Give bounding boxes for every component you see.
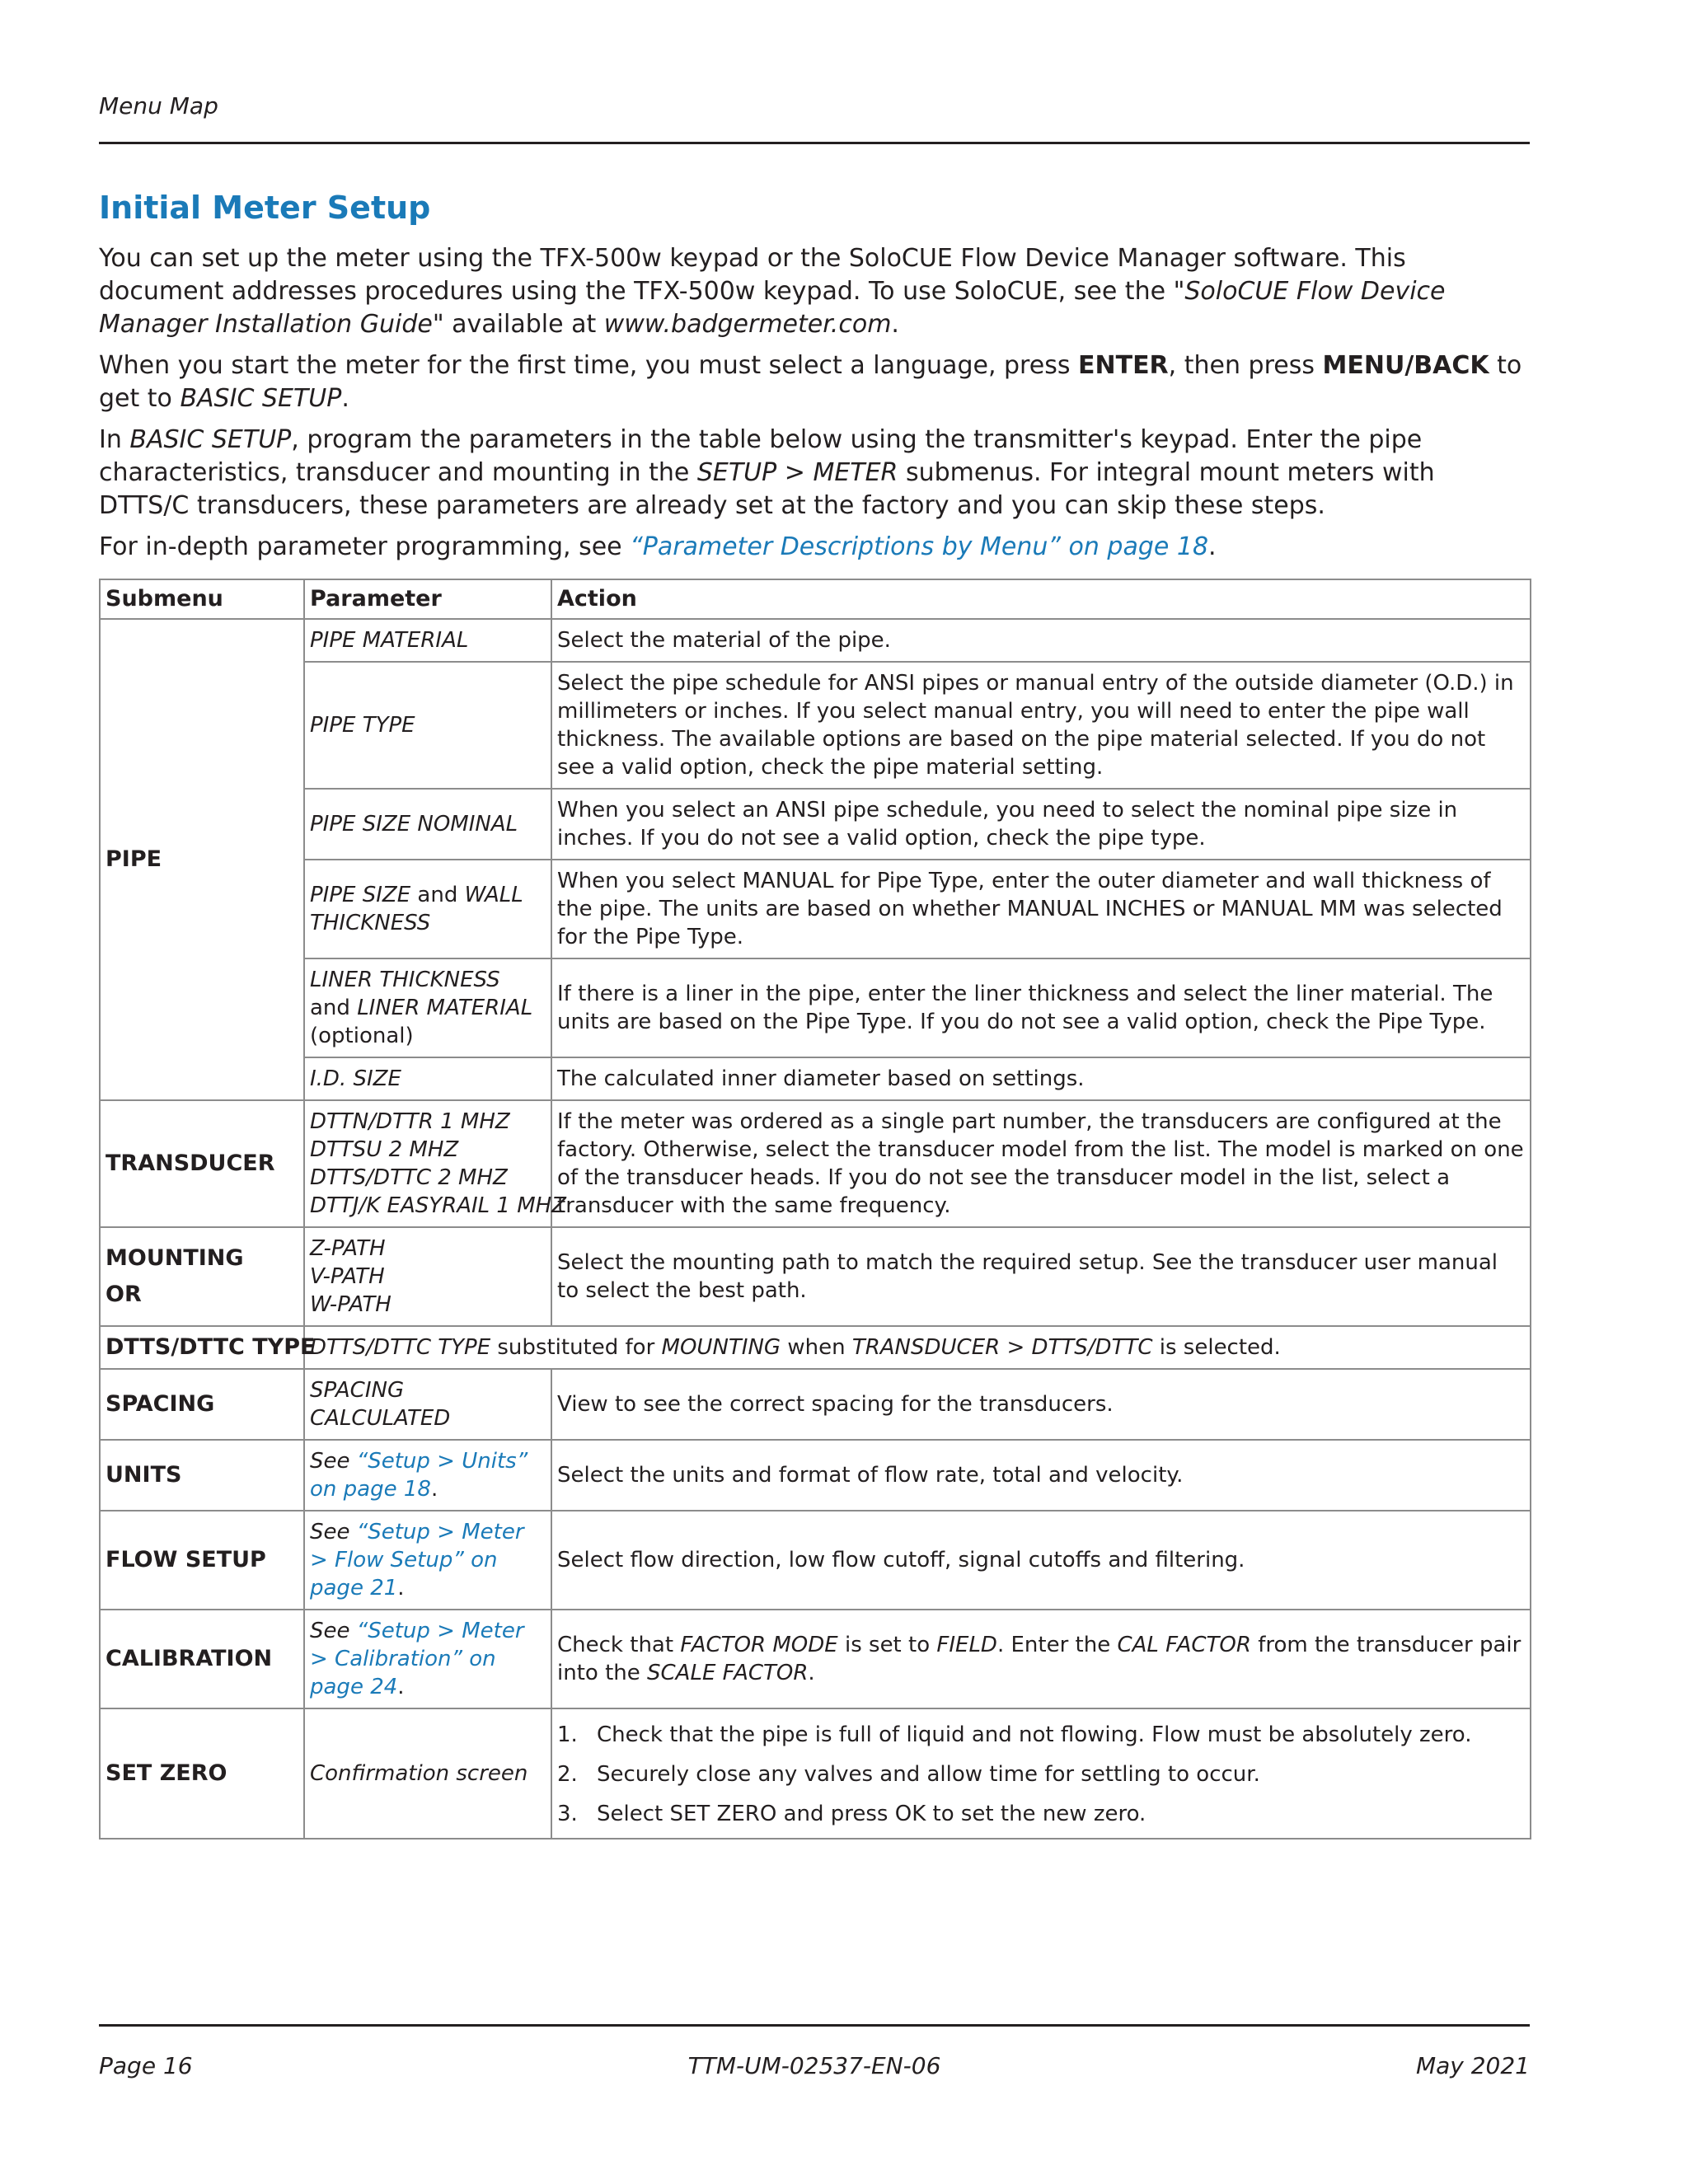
parameter-cell: PIPE TYPE — [304, 662, 551, 789]
action-cell: Select the mounting path to match the required setup. See the transducer user manual to select the best path. — [551, 1227, 1531, 1326]
setup-units-link[interactable]: “Setup > Units” on page 18 — [310, 1449, 528, 1502]
parameter-descriptions-link[interactable]: “Parameter Descriptions by Menu” on page 18 — [630, 532, 1209, 561]
footer-rule — [99, 2024, 1530, 2027]
column-header-submenu: Submenu — [100, 579, 304, 619]
table-row — [100, 619, 1531, 662]
action-cell: Check that FACTOR MODE is set to FIELD. Enter the CAL FACTOR from the transducer pair into the SCALE FACTOR. — [551, 1610, 1531, 1708]
table-row — [100, 662, 1531, 789]
parameter-cell: See “Setup > Meter > Flow Setup” on page 21. — [304, 1511, 551, 1610]
website-url: www.badgermeter.com — [603, 310, 892, 339]
set-zero-steps — [557, 1721, 1525, 1828]
column-header-parameter: Parameter — [304, 579, 551, 619]
action-cell: Select the pipe schedule for ANSI pipes or manual entry of the outside diameter (O.D.) in millimeters or inches. If you select manual entry, you will need to enter the pipe wall thickness. The available options are based on the pipe material selected. If you do not see a valid option, check the pipe material setting. — [551, 662, 1531, 789]
intro-paragraph-1: You can set up the meter using the TFX-500w keypad or the SoloCUE Flow Device Manager software. This document addresses procedures using the TFX-500w keypad. To use SoloCUE, see the "SoloCUE Flow Device Manager Installation Guide" available at www.badgermeter.com. — [99, 244, 1446, 339]
table-row — [100, 958, 1531, 1057]
list-item: 3. Select SET ZERO and press OK to set the new zero. — [557, 1802, 1146, 1826]
submenu-cell-units: UNITS — [100, 1440, 304, 1511]
flow-setup-link[interactable]: “Setup > Meter > Flow Setup” on page 21 — [310, 1520, 524, 1601]
intro-paragraph-3: In BASIC SETUP, program the parameters in the table below using the transmitter's keypad. Enter the pipe characteristics, transducer and mounting in the SETUP > METER submenus. For integral mount meters with DTTS/C transducers, these parameters are already set at the factory and you can skip these steps. — [99, 425, 1435, 520]
action-cell: Select flow direction, low flow cutoff, signal cutoffs and filtering. — [551, 1511, 1531, 1610]
parameter-cell: Confirmation screen — [304, 1708, 551, 1839]
submenu-cell-pipe: PIPE — [100, 619, 304, 1100]
submenu-cell-spacing: SPACING — [100, 1369, 304, 1440]
submenu-cell-transducer: TRANSDUCER — [100, 1100, 304, 1227]
section-title: Initial Meter Setup — [99, 190, 431, 226]
action-cell: When you select MANUAL for Pipe Type, enter the outer diameter and wall thickness of the pipe. The units are based on whether MANUAL INCHES or MANUAL MM was selected for the Pipe Type. — [551, 860, 1531, 958]
parameter-cell: SPACING CALCULATED — [304, 1369, 551, 1440]
dtts-dttc-note-cell: DTTS/DTTC TYPE substituted for MOUNTING when TRANSDUCER > DTTS/DTTC is selected. — [304, 1326, 1531, 1369]
submenu-cell-set-zero: SET ZERO — [100, 1708, 304, 1839]
action-cell: View to see the correct spacing for the transducers. — [551, 1369, 1531, 1440]
document-page — [99, 0, 1530, 2184]
action-cell: If the meter was ordered as a single part number, the transducers are configured at the factory. Otherwise, select the transducer model from the list. The model is marked on one of the transducer heads. If you do not see the transducer model in the list, select a transducer with the same frequency. — [551, 1100, 1531, 1227]
parameter-cell: PIPE SIZE NOMINAL — [304, 789, 551, 860]
table-header-row — [100, 579, 1531, 619]
action-cell — [551, 1708, 1531, 1839]
parameter-cell: PIPE MATERIAL — [304, 619, 551, 662]
header-rule — [99, 142, 1530, 144]
publication-date: May 2021 — [1415, 2052, 1530, 2079]
parameter-cell: DTTN/DTTR 1 MHZ DTTSU 2 MHZ DTTS/DTTC 2 MHZ DTTJ/K EASYRAIL 1 MHZ — [304, 1100, 551, 1227]
action-cell: The calculated inner diameter based on settings. — [551, 1057, 1531, 1100]
submenu-cell-calibration: CALIBRATION — [100, 1610, 304, 1708]
table-row — [100, 1057, 1531, 1100]
action-cell: If there is a liner in the pipe, enter the liner thickness and select the liner material. The units are based on the Pipe Type. If you do not see a valid option, check the Pipe Type. — [551, 958, 1531, 1057]
calibration-link[interactable]: “Setup > Meter > Calibration” on page 24 — [310, 1619, 524, 1699]
table-row — [100, 1100, 1531, 1227]
intro-paragraph-2: When you start the meter for the first time, you must select a language, press ENTER, then press MENU/BACK to get to BASIC SETUP. — [99, 351, 1522, 413]
table-row — [100, 1227, 1531, 1326]
table-row — [100, 1440, 1531, 1511]
list-item: 2. Securely close any valves and allow time for settling to occur. — [557, 1762, 1260, 1787]
column-header-action: Action — [551, 579, 1531, 619]
table-row — [100, 1511, 1531, 1610]
parameter-cell: PIPE SIZE and WALL THICKNESS — [304, 860, 551, 958]
table-row — [100, 1708, 1531, 1839]
submenu-cell-flow-setup: FLOW SETUP — [100, 1511, 304, 1610]
action-cell: Select the material of the pipe. — [551, 619, 1531, 662]
running-header: Menu Map — [99, 92, 218, 120]
table-row — [100, 789, 1531, 860]
intro-paragraph-4: For in-depth parameter programming, see “Parameter Descriptions by Menu” on page 18. — [99, 532, 1217, 561]
page-number: Page 16 — [99, 2052, 193, 2079]
parameter-cell: Z-PATH V-PATH W-PATH — [304, 1227, 551, 1326]
intro-text — [99, 242, 1530, 572]
action-cell: Select the units and format of flow rate, total and velocity. — [551, 1440, 1531, 1511]
parameter-cell: LINER THICKNESS and LINER MATERIAL (optional) — [304, 958, 551, 1057]
parameter-cell: I.D. SIZE — [304, 1057, 551, 1100]
table-row — [100, 1610, 1531, 1708]
document-number: TTM-UM-02537-EN-06 — [687, 2052, 941, 2079]
action-cell: When you select an ANSI pipe schedule, you need to select the nominal pipe size in inches. If you do not see a valid option, check the pipe type. — [551, 789, 1531, 860]
submenu-cell-dtts-dttc-type: DTTS/DTTC TYPE — [100, 1326, 304, 1369]
submenu-cell-mounting: MOUNTING OR — [100, 1227, 304, 1326]
list-item: 1. Check that the pipe is full of liquid and not flowing. Flow must be absolutely zero. — [557, 1722, 1472, 1747]
table-row — [100, 1326, 1531, 1369]
parameter-cell: See “Setup > Units” on page 18. — [304, 1440, 551, 1511]
parameter-cell: See “Setup > Meter > Calibration” on page 24. — [304, 1610, 551, 1708]
setup-parameters-table — [99, 579, 1531, 1840]
table-row — [100, 860, 1531, 958]
table-row — [100, 1369, 1531, 1440]
